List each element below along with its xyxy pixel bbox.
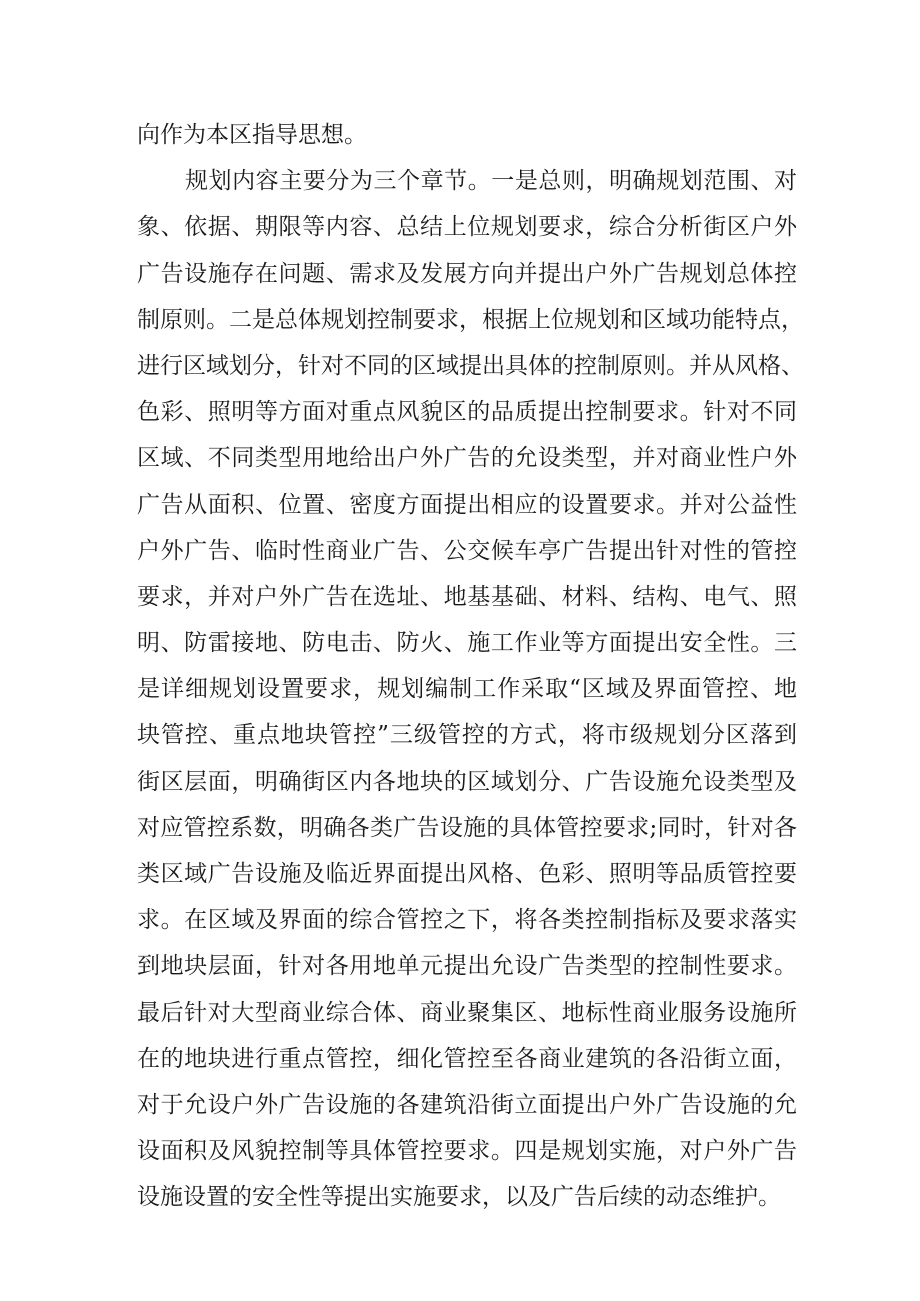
text-line: 明、防雷接地、防电击、防火、施工作业等方面提出安全性。三 — [137, 630, 797, 657]
text-line: 街区层面，明确街区内各地块的区域划分、广告设施允设类型及 — [137, 768, 797, 795]
text-line: 类区域广告设施及临近界面提出风格、色彩、照明等品质管控要 — [137, 861, 797, 887]
text-line: 在的地块进行重点管控，细化管控至各商业建筑的各沿街立面， — [137, 1045, 797, 1072]
text-line: 要求，并对户外广告在选址、地基基础、材料、结构、电气、照 — [137, 583, 797, 610]
paragraph-1 — [137, 112, 797, 158]
text-line: 设施设置的安全性等提出实施要求，以及广告后续的动态维护。 — [137, 1184, 781, 1211]
text-line: 制原则。二是总体规划控制要求，根据上位规划和区域功能特点， — [137, 306, 804, 333]
text-line: 求。在区域及界面的综合管控之下，将各类控制指标及要求落实 — [137, 907, 797, 934]
text-line: 户外广告、临时性商业广告、公交候车亭广告提出针对性的管控 — [137, 537, 797, 564]
text-line: 色彩、照明等方面对重点风貌区的品质提出控制要求。针对不同 — [137, 399, 797, 426]
text-line: 块管控、重点地块管控”三级管控的方式，将市级规划分区落到 — [137, 722, 797, 749]
text-line: 对应管控系数，明确各类广告设施的具体管控要求;同时，针对各 — [137, 814, 797, 841]
text-line: 进行区域划分，针对不同的区域提出具体的控制原则。并从风格、 — [137, 352, 804, 379]
text-line: 广告设施存在问题、需求及发展方向并提出户外广告规划总体控 — [137, 260, 797, 287]
text-line: 到地块层面，针对各用地单元提出允设广告类型的控制性要求。 — [137, 953, 797, 980]
text-line: 规划内容主要分为三个章节。一是总则，明确规划范围、对 — [185, 168, 797, 195]
body-text — [137, 112, 804, 1221]
text-line: 最后针对大型商业综合体、商业聚集区、地标性商业服务设施所 — [137, 999, 797, 1026]
text-line: 向作为本区指导思想。 — [137, 122, 367, 148]
text-line: 对于允设户外广告设施的各建筑沿街立面提出户外广告设施的允 — [137, 1091, 797, 1118]
text-line: 是详细规划设置要求，规划编制工作采取“区域及界面管控、地 — [137, 676, 797, 703]
text-line: 广告从面积、位置、密度方面提出相应的设置要求。并对公益性 — [137, 491, 797, 518]
text-line: 区域、不同类型用地给出户外广告的允设类型，并对商业性户外 — [137, 445, 797, 472]
text-line: 象、依据、期限等内容、总结上位规划要求，综合分析街区户外 — [137, 214, 797, 241]
paragraph-2 — [137, 158, 804, 1220]
text-line: 设面积及风貌控制等具体管控要求。四是规划实施，对户外广告 — [137, 1138, 797, 1165]
